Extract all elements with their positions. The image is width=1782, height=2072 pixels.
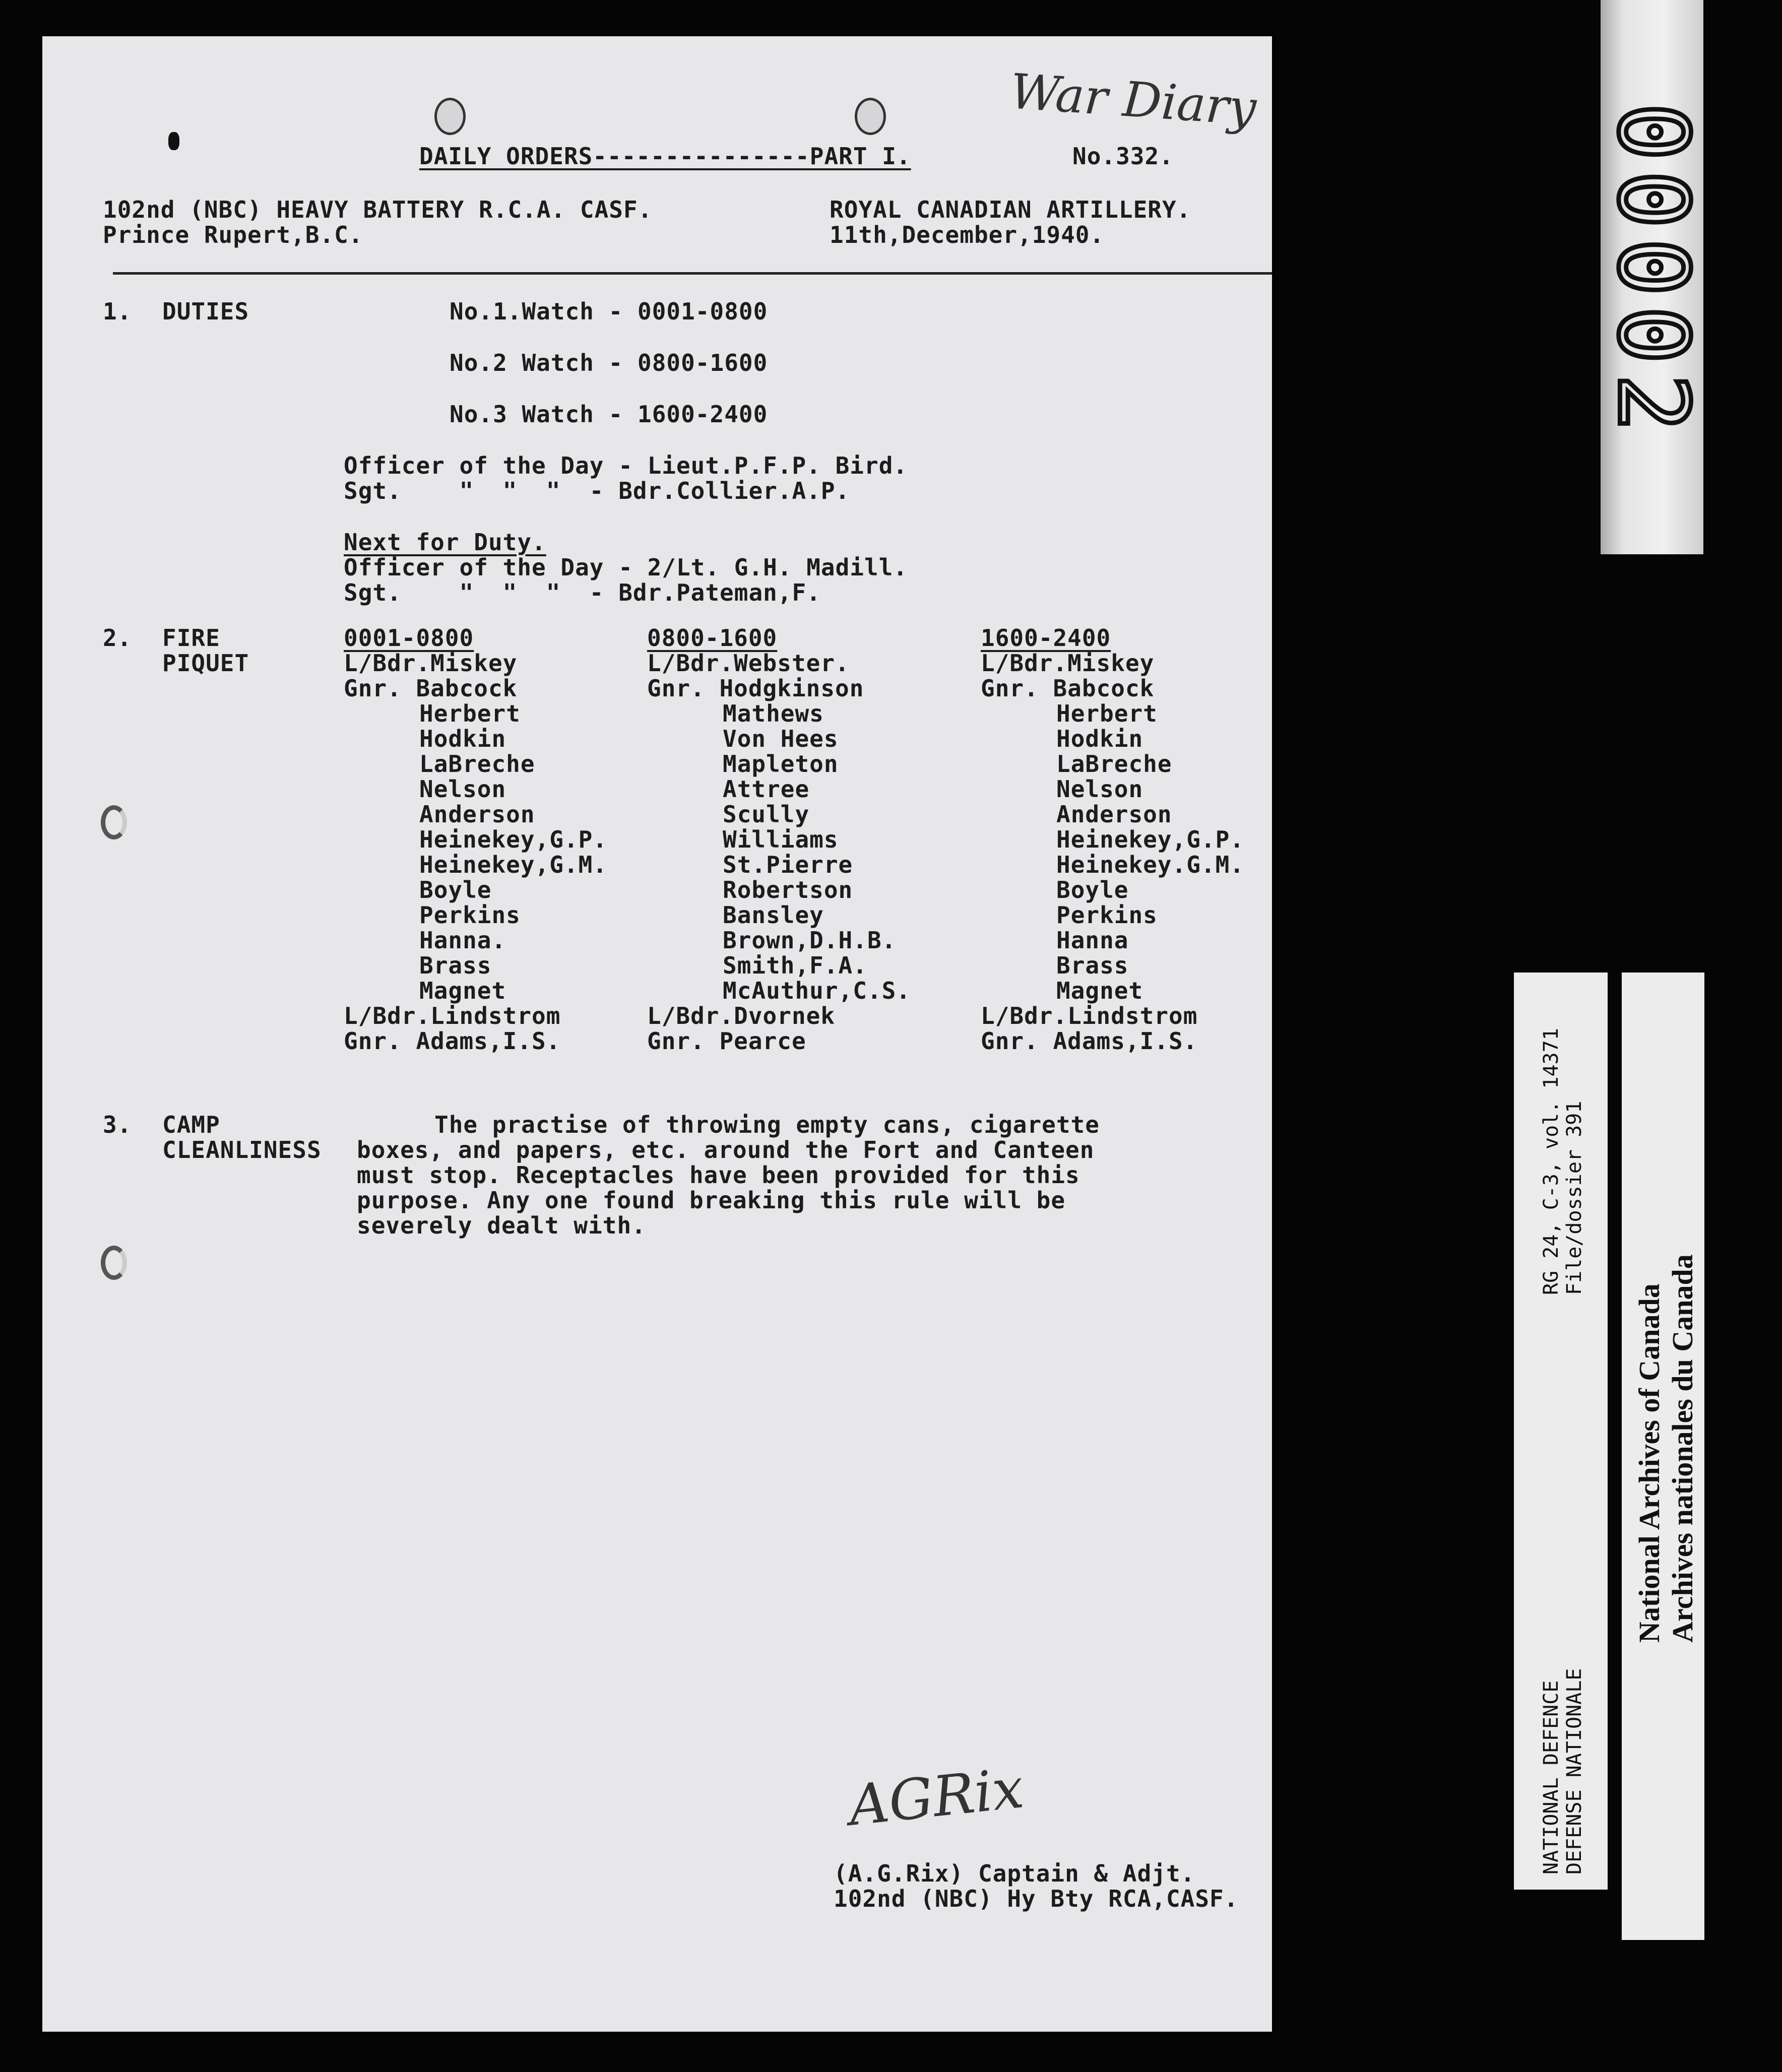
piquet-gunner: Gnr. Pearce [647,1027,806,1055]
handwritten-signature: AGRix [846,1756,1027,1838]
archive-name-fr: Archives nationales du Canada [1666,1254,1699,1643]
dept-line: NATIONAL DEFENCE [1540,1680,1563,1874]
handwritten-note: War Diary [1008,63,1258,137]
piquet-gunner: Gnr. Adams,I.S. [981,1027,1198,1055]
piquet-name: Heinekey.G.M. [1056,851,1245,878]
piquet-name: Brown,D.H.B. [723,927,897,954]
next-sergeant-of-the-day: Sgt. " " " - Bdr.Pateman,F. [344,579,821,606]
reference-line: RG 24, C-3, vol. 14371 [1540,1028,1563,1295]
punch-hole-left [434,98,466,135]
watch-line: No.2 Watch - 0800-1600 [450,349,768,376]
piquet-name: Scully [723,801,810,828]
piquet-leader: L/Bdr.Lindstrom [981,1002,1198,1029]
orders-title: DAILY ORDERS---------------PART I. [419,143,911,170]
reference-line: File/dossier 391 [1563,1100,1586,1295]
unit-name: 102nd (NBC) HEAVY BATTERY R.C.A. CASF. [103,196,653,223]
piquet-leader: L/Bdr.Miskey [344,650,518,677]
piquet-name: Williams [723,826,839,853]
piquet-name: Hodkin [419,725,506,752]
section-heading: FIRE [162,624,220,652]
piquet-name: Anderson [1056,801,1172,828]
piquet-gunner: Gnr. Adams,I.S. [344,1027,561,1055]
piquet-name: Mapleton [723,750,839,778]
piquet-name: Mathews [723,700,824,727]
daily-orders-document [42,36,1272,2032]
piquet-name: LaBreche [1056,750,1172,778]
section-heading: CLEANLINESS [162,1136,322,1163]
piquet-name: Magnet [1056,977,1143,1004]
punch-hole-right [855,98,886,135]
archive-reference-label [1514,973,1608,1890]
corps-name: ROYAL CANADIAN ARTILLERY. [830,196,1191,223]
watch-line: No.3 Watch - 1600-2400 [450,401,768,428]
piquet-time: 0001-0800 [344,624,474,652]
binder-ring-mark [101,805,127,839]
next-for-duty-heading: Next for Duty. [344,529,546,556]
piquet-name: Heinekey,G.P. [1056,826,1245,853]
piquet-name: St.Pierre [723,851,853,878]
paragraph-line: boxes, and papers, etc. around the Fort and Canteen [357,1136,1095,1163]
piquet-name: Perkins [1056,901,1158,929]
binder-ring-mark [101,1246,127,1280]
piquet-name: Smith,F.A. [723,952,867,979]
piquet-gunner: Gnr. Hodgkinson [647,675,864,702]
section-number: 2. [103,624,132,652]
watch-line: No.1.Watch - 0001-0800 [450,298,768,325]
binding-mark [168,132,179,150]
paragraph-line: severely dealt with. [357,1212,646,1239]
piquet-name: Heinekey,G.M. [419,851,608,878]
dept-line: DEFENSE NATIONALE [1563,1668,1586,1874]
piquet-name: Attree [723,775,810,803]
piquet-name: Nelson [419,775,506,803]
piquet-name: McAuthur,C.S. [723,977,911,1004]
piquet-time: 1600-2400 [981,624,1111,652]
piquet-name: Heinekey,G.P. [419,826,608,853]
piquet-name: Brass [419,952,492,979]
next-officer-of-the-day: Officer of the Day - 2/Lt. G.H. Madill. [344,554,908,581]
signature-name-line: (A.G.Rix) Captain & Adjt. [834,1860,1195,1887]
piquet-time: 0800-1600 [647,624,778,652]
piquet-name: Perkins [419,901,521,929]
piquet-name: Herbert [419,700,521,727]
unit-location: Prince Rupert,B.C. [103,221,363,248]
paragraph-line: must stop. Receptacles have been provided for this [357,1161,1080,1189]
piquet-name: Boyle [1056,876,1129,903]
signature-unit-line: 102nd (NBC) Hy Bty RCA,CASF. [834,1885,1239,1912]
section-heading: DUTIES [162,298,249,325]
piquet-name: Anderson [419,801,535,828]
piquet-name: Robertson [723,876,853,903]
sergeant-of-the-day: Sgt. " " " - Bdr.Collier.A.P. [344,477,850,504]
piquet-gunner: Gnr. Babcock [344,675,518,702]
section-number: 3. [103,1111,132,1138]
piquet-name: Herbert [1056,700,1158,727]
piquet-name: Nelson [1056,775,1143,803]
header-rule [113,272,1272,275]
piquet-name: Boyle [419,876,492,903]
orders-number: No.332. [1072,143,1174,170]
piquet-name: Hanna [1056,927,1129,954]
piquet-name: Hodkin [1056,725,1143,752]
order-date: 11th,December,1940. [830,221,1105,248]
piquet-name: Magnet [419,977,506,1004]
frame-number: 00002 [1597,103,1709,441]
piquet-gunner: Gnr. Babcock [981,675,1155,702]
piquet-leader: L/Bdr.Lindstrom [344,1002,561,1029]
piquet-name: Hanna. [419,927,506,954]
section-number: 1. [103,298,132,325]
piquet-leader: L/Bdr.Webster. [647,650,850,677]
section-heading: PIQUET [162,650,249,677]
piquet-leader: L/Bdr.Miskey [981,650,1155,677]
piquet-name: LaBreche [419,750,535,778]
piquet-name: Von Hees [723,725,839,752]
piquet-name: Brass [1056,952,1129,979]
paragraph-line: The practise of throwing empty cans, cigarette [434,1111,1100,1138]
archive-name-label [1622,973,1704,1940]
piquet-name: Bansley [723,901,824,929]
piquet-leader: L/Bdr.Dvornek [647,1002,836,1029]
section-heading: CAMP [162,1111,220,1138]
paragraph-line: purpose. Any one found breaking this rule will be [357,1187,1066,1214]
officer-of-the-day: Officer of the Day - Lieut.P.F.P. Bird. [344,452,908,479]
archive-name-en: National Archives of Canada [1633,1283,1666,1643]
